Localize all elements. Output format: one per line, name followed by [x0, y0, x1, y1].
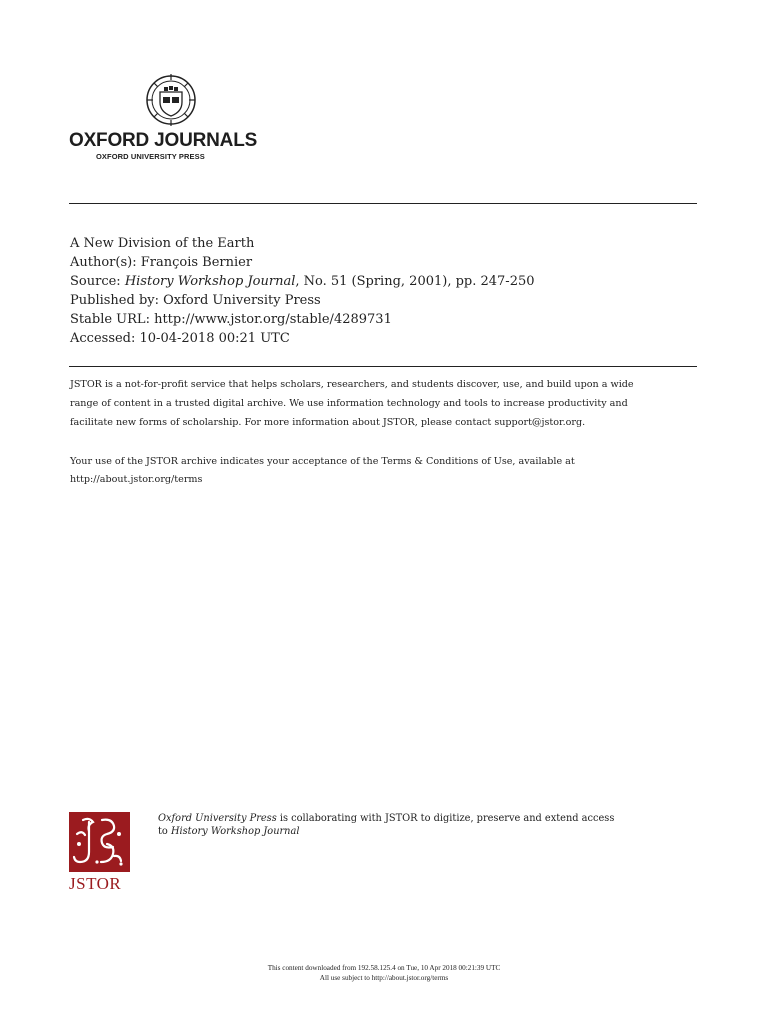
collaboration-line-1 [158, 812, 614, 825]
oxford-university-press-subtitle: OXFORD UNIVERSITY PRESS [96, 152, 205, 161]
middle-divider [69, 366, 697, 367]
article-publisher: Published by: Oxford University Press [70, 293, 321, 308]
oxford-crest-icon [145, 72, 197, 128]
collaboration-to: to [158, 826, 171, 837]
terms-link[interactable]: http://about.jstor.org/terms [70, 474, 203, 485]
source-details: , No. 51 (Spring, 2001), pp. 247-250 [295, 274, 535, 289]
notice-line-3[interactable]: facilitate new forms of scholarship. For more information about JSTOR, please contact support@jstor.org. [70, 417, 586, 428]
source-journal: History Workshop Journal [124, 274, 296, 289]
terms-line-1: Your use of the JSTOR archive indicates your acceptance of the Terms & Conditions of Use, available at [70, 456, 575, 467]
collaboration-journal: History Workshop Journal [170, 826, 300, 837]
top-divider [69, 203, 697, 204]
collaboration-text: is collaborating with JSTOR to digitize, preserve and extend access [276, 813, 615, 824]
article-source [70, 272, 535, 291]
notice-line-2: range of content in a trusted digital archive. We use information technology and tools to increase productivity and [70, 398, 628, 409]
collaboration-publisher: Oxford University Press [158, 813, 277, 824]
notice-line-1: JSTOR is a not-for-profit service that helps scholars, researchers, and students discover, use, and build upon a wide [70, 379, 634, 390]
article-stable-url[interactable]: Stable URL: http://www.jstor.org/stable/4289731 [70, 312, 392, 327]
footer-download-info: This content downloaded from 192.58.125.4 on Tue, 10 Apr 2018 00:21:39 UTC [267, 964, 501, 972]
jstor-logo-icon [69, 812, 130, 872]
source-prefix: Source: [70, 274, 125, 289]
article-title: A New Division of the Earth [70, 236, 255, 251]
article-authors: Author(s): François Bernier [70, 255, 253, 270]
collaboration-line-2 [158, 825, 299, 838]
oxford-journals-wordmark: OXFORD JOURNALS [69, 130, 258, 151]
footer-terms[interactable]: All use subject to http://about.jstor.org/terms [319, 974, 449, 982]
jstor-logo-text: JSTOR [69, 874, 122, 893]
article-accessed: Accessed: 10-04-2018 00:21 UTC [70, 331, 290, 346]
